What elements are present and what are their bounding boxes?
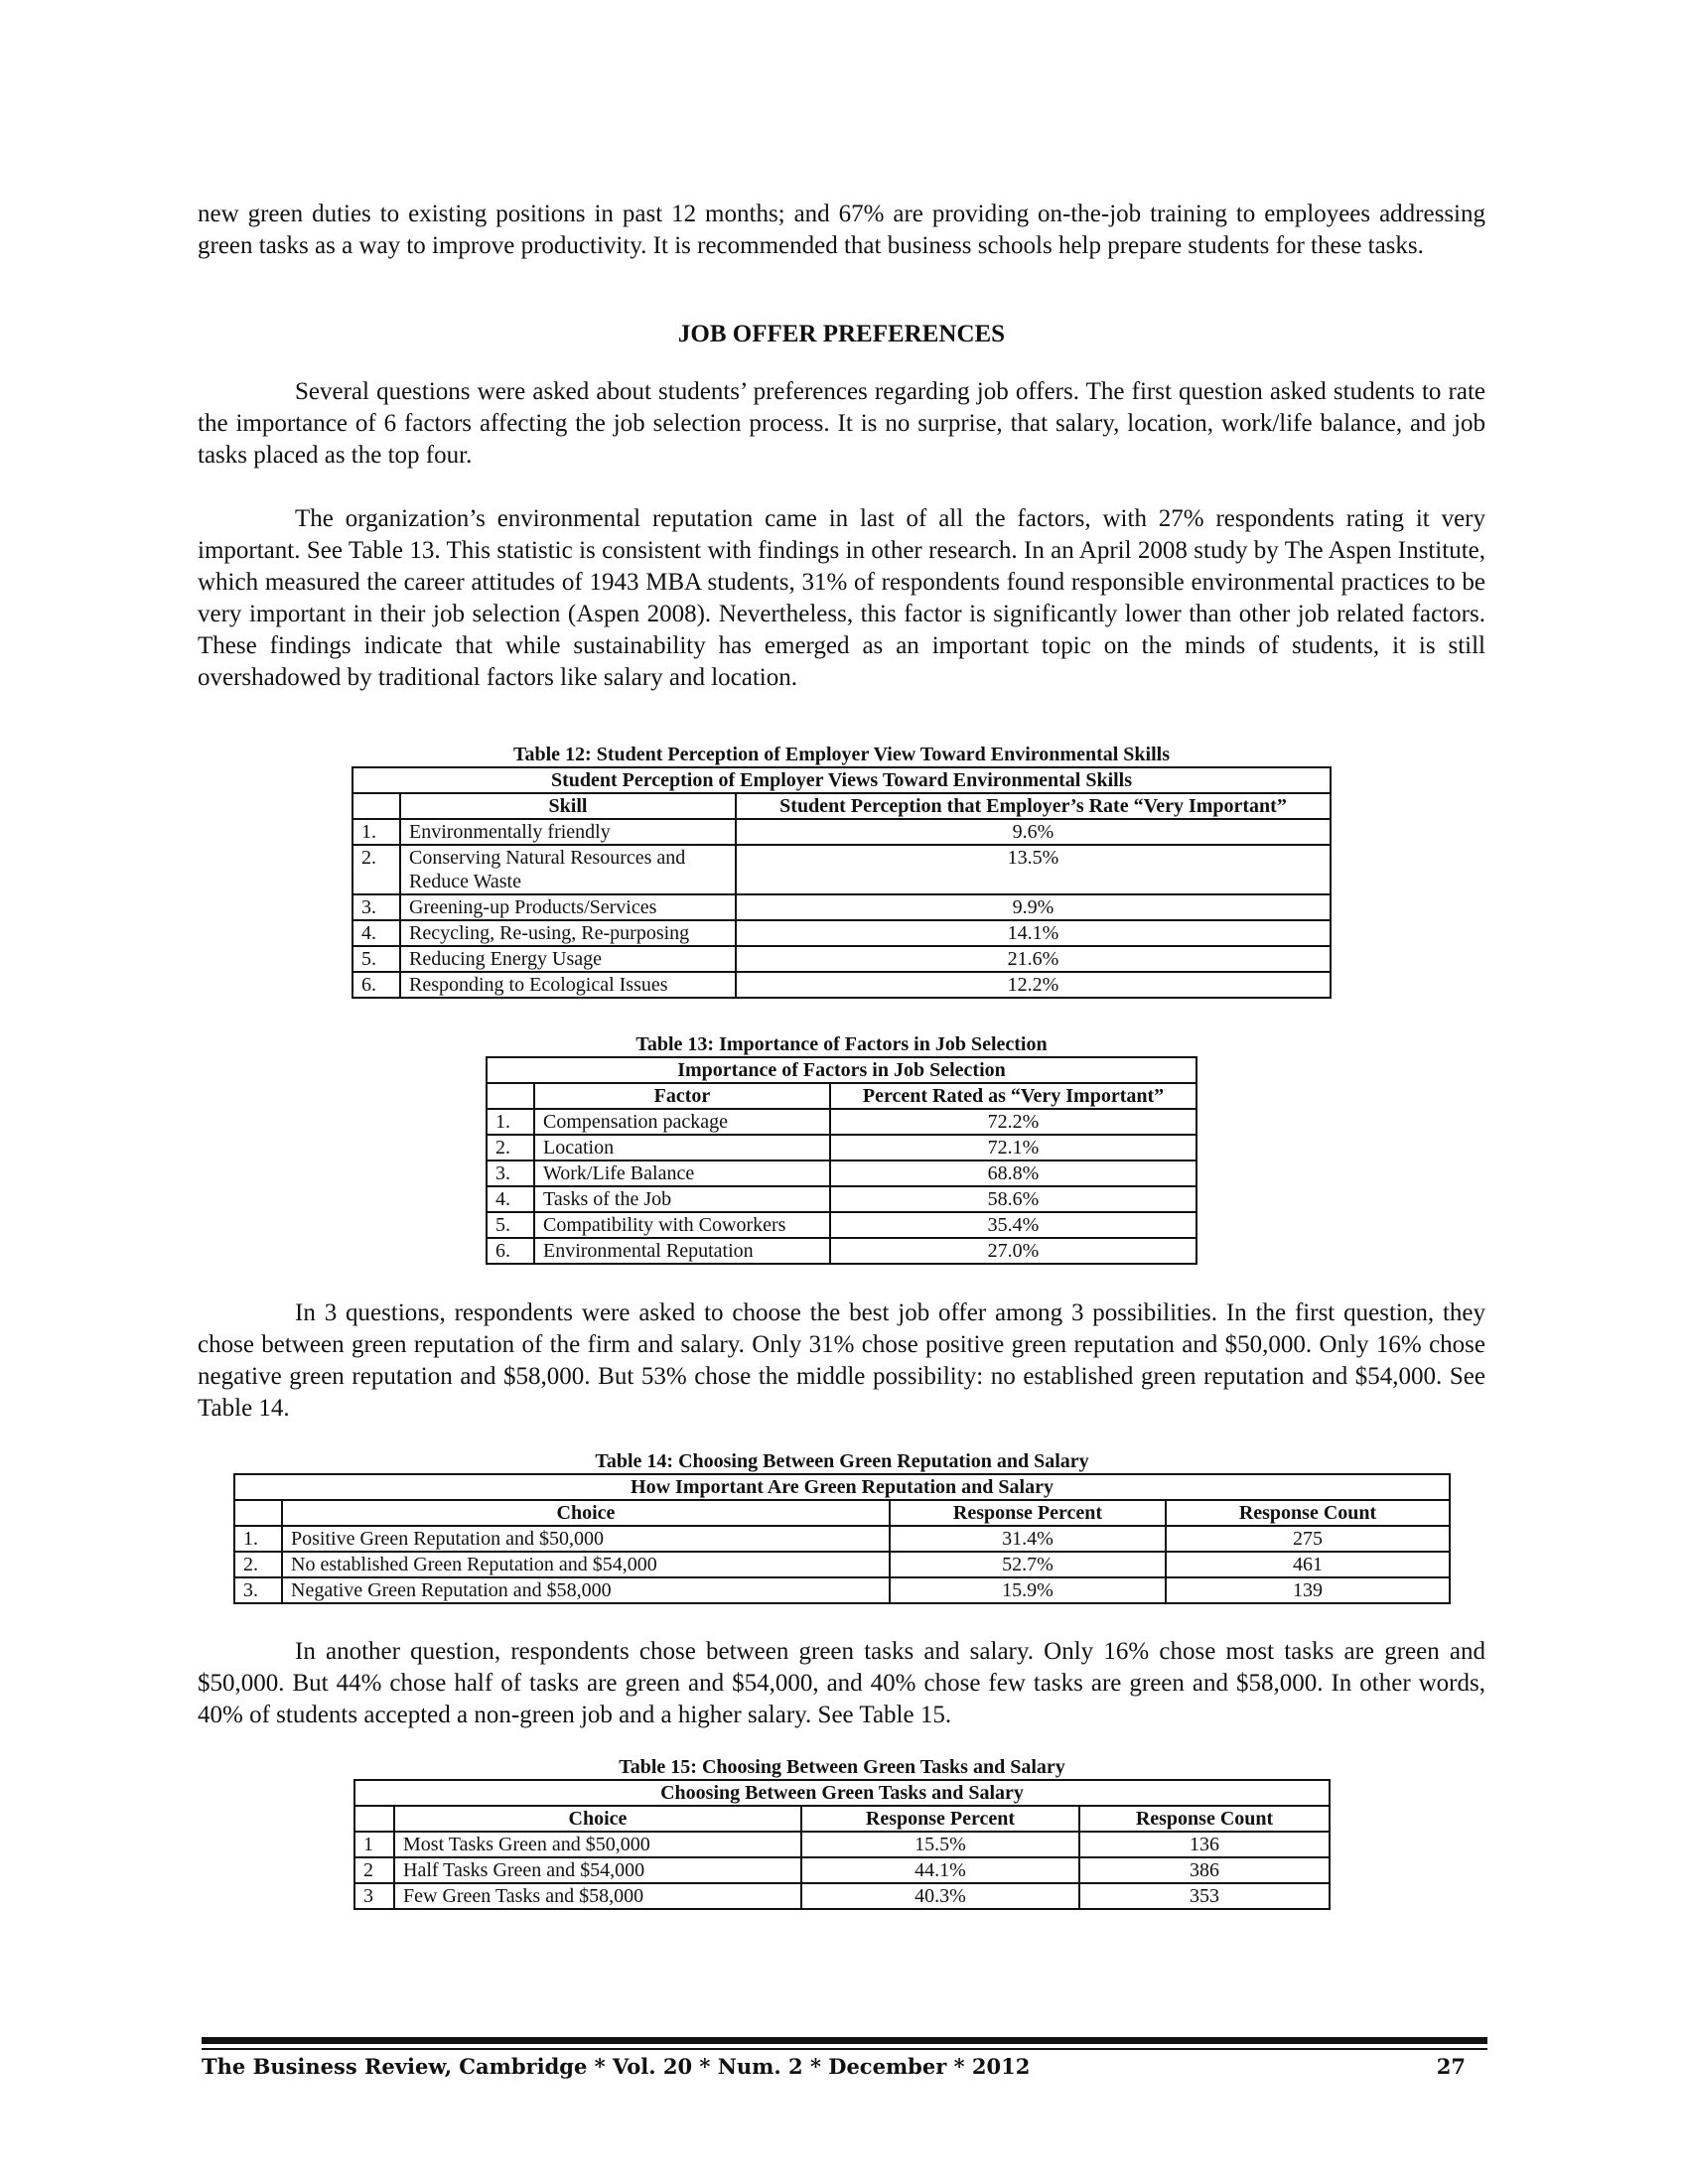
table-row [487, 1109, 1196, 1135]
percent-cell: 9.9% [736, 894, 1331, 920]
header-choice: Choice [282, 1500, 890, 1526]
skill-cell: Responding to Ecological Issues [400, 972, 736, 998]
header-perception: Student Perception that Employer’s Rate “Very Important” [736, 793, 1331, 819]
table-caption: Table 15: Choosing Between Green Tasks and Salary [619, 1756, 1065, 1778]
table-row [487, 1238, 1196, 1264]
row-number: 1. [487, 1109, 534, 1135]
row-number: 3. [234, 1577, 282, 1603]
table-row [352, 946, 1331, 972]
count-cell: 386 [1079, 1857, 1330, 1883]
header-factor: Factor [534, 1083, 830, 1109]
table-row [352, 819, 1331, 845]
data-table [486, 1056, 1197, 1265]
count-cell: 275 [1166, 1526, 1450, 1552]
header-index [352, 793, 400, 819]
header-response-count: Response Count [1166, 1500, 1450, 1526]
table-14 [233, 1449, 1451, 1604]
percent-cell: 21.6% [736, 946, 1331, 972]
choice-cell: Positive Green Reputation and $50,000 [282, 1526, 890, 1552]
table-row [234, 1526, 1450, 1552]
percent-cell: 12.2% [736, 972, 1331, 998]
paragraph-job-offer-intro: Several questions were asked about students’ preferences regarding job offers. The first question asked students to rate the importance of 6 factors affecting the job selection process. It is no surprise, that salary, location, work/life balance, and job tasks placed as the top four. [198, 378, 1485, 469]
row-number: 1. [234, 1526, 282, 1552]
row-number: 2. [234, 1552, 282, 1577]
factor-cell: Compensation package [534, 1109, 830, 1135]
skill-cell: Greening-up Products/Services [400, 894, 736, 920]
choice-cell: Half Tasks Green and $54,000 [394, 1857, 801, 1883]
table-title: Importance of Factors in Job Selection [487, 1057, 1196, 1083]
table-caption: Table 12: Student Perception of Employer View Toward Environmental Skills [512, 744, 1170, 765]
page-number: 27 [1436, 2054, 1466, 2079]
header-response-percent: Response Percent [801, 1806, 1079, 1832]
table-row [354, 1883, 1330, 1909]
row-number: 2 [354, 1857, 394, 1883]
header-response-percent: Response Percent [890, 1500, 1166, 1526]
row-number: 3. [352, 894, 400, 920]
percent-cell: 72.2% [830, 1109, 1196, 1135]
row-number: 3 [354, 1883, 394, 1909]
table-row [487, 1212, 1196, 1238]
row-number: 5. [487, 1212, 534, 1238]
percent-cell: 72.1% [830, 1135, 1196, 1160]
factor-cell: Work/Life Balance [534, 1160, 830, 1186]
factor-cell: Environmental Reputation [534, 1238, 830, 1264]
table-row [352, 972, 1331, 998]
row-number: 2. [352, 845, 400, 894]
table-row [234, 1552, 1450, 1577]
percent-cell: 27.0% [830, 1238, 1196, 1264]
factor-cell: Tasks of the Job [534, 1186, 830, 1212]
data-table [352, 766, 1332, 999]
skill-cell: Environmentally friendly [400, 819, 736, 845]
footer-rule [202, 2037, 1487, 2044]
count-cell: 139 [1166, 1577, 1450, 1603]
header-response-count: Response Count [1079, 1806, 1330, 1832]
table-row [234, 1577, 1450, 1603]
table-row [354, 1832, 1330, 1857]
choice-cell: No established Green Reputation and $54,000 [282, 1552, 890, 1577]
factor-cell: Compatibility with Coworkers [534, 1212, 830, 1238]
percent-cell: 68.8% [830, 1160, 1196, 1186]
percent-cell: 15.9% [890, 1577, 1166, 1603]
table-caption: Table 13: Importance of Factors in Job Selection [635, 1033, 1048, 1055]
table-row [352, 894, 1331, 920]
table-row [487, 1186, 1196, 1212]
row-number: 3. [487, 1160, 534, 1186]
table-caption: Table 14: Choosing Between Green Reputation and Salary [595, 1450, 1089, 1472]
data-table [353, 1779, 1331, 1910]
table-row [354, 1857, 1330, 1883]
header-index [234, 1500, 282, 1526]
paragraph-intro-continued: new green duties to existing positions in past 12 months; and 67% are providing on-the-job training to employees addressing green tasks as a way to improve productivity. It is recommended that business schools help prepare students for these tasks. [198, 201, 1485, 259]
table-title: How Important Are Green Reputation and Salary [234, 1474, 1450, 1500]
table-row [487, 1160, 1196, 1186]
table-title: Choosing Between Green Tasks and Salary [354, 1780, 1330, 1806]
choice-cell: Most Tasks Green and $50,000 [394, 1832, 801, 1857]
factor-cell: Location [534, 1135, 830, 1160]
skill-cell: Conserving Natural Resources and Reduce Waste [400, 845, 736, 894]
paragraph-green-tasks: In another question, respondents chose between green tasks and salary. Only 16% chose most tasks are green and $50,000. But 44% chose half of tasks are green and $54,000, and 40% chose few tasks are green and $58,000. In other words, 40% of students accepted a non-green job and a higher salary. See Table 15. [198, 1638, 1485, 1728]
table-15 [353, 1755, 1331, 1910]
percent-cell: 52.7% [890, 1552, 1166, 1577]
count-cell: 353 [1079, 1883, 1330, 1909]
count-cell: 461 [1166, 1552, 1450, 1577]
paragraph-environmental-reputation: The organization’s environmental reputation came in last of all the factors, with 27% respondents rating it very important. See Table 13. This statistic is consistent with findings in other research. In an April 2008 study by The Aspen Institute, which measured the career attitudes of 1943 MBA students, 31% of respondents found responsible environmental practices to be very important in their job selection (Aspen 2008). Nevertheless, this factor is significantly lower than other job related factors. These findings indicate that while sustainability has emerged as an important topic on the minds of students, it is still overshadowed by traditional factors like salary and location. [198, 505, 1485, 691]
choice-cell: Negative Green Reputation and $58,000 [282, 1577, 890, 1603]
row-number: 1 [354, 1832, 394, 1857]
row-number: 4. [352, 920, 400, 946]
skill-cell: Recycling, Re-using, Re-purposing [400, 920, 736, 946]
footer-rule-thin [202, 2048, 1487, 2050]
header-index [354, 1806, 394, 1832]
row-number: 2. [487, 1135, 534, 1160]
header-percent: Percent Rated as “Very Important” [830, 1083, 1196, 1109]
skill-cell: Reducing Energy Usage [400, 946, 736, 972]
percent-cell: 31.4% [890, 1526, 1166, 1552]
table-title: Student Perception of Employer Views Toward Environmental Skills [352, 767, 1331, 793]
data-table [233, 1473, 1451, 1604]
count-cell: 136 [1079, 1832, 1330, 1857]
header-skill: Skill [400, 793, 736, 819]
table-row [487, 1135, 1196, 1160]
row-number: 5. [352, 946, 400, 972]
percent-cell: 40.3% [801, 1883, 1079, 1909]
percent-cell: 15.5% [801, 1832, 1079, 1857]
table-row [352, 920, 1331, 946]
table-13 [486, 1032, 1197, 1265]
percent-cell: 13.5% [736, 845, 1331, 894]
percent-cell: 14.1% [736, 920, 1331, 946]
footer-journal-citation: The Business Review, Cambridge * Vol. 20 * Num. 2 * December * 2012 [202, 2054, 1031, 2079]
percent-cell: 44.1% [801, 1857, 1079, 1883]
row-number: 6. [352, 972, 400, 998]
percent-cell: 58.6% [830, 1186, 1196, 1212]
percent-cell: 9.6% [736, 819, 1331, 845]
header-choice: Choice [394, 1806, 801, 1832]
table-row [352, 845, 1331, 894]
table-12 [352, 743, 1332, 999]
row-number: 1. [352, 819, 400, 845]
percent-cell: 35.4% [830, 1212, 1196, 1238]
row-number: 4. [487, 1186, 534, 1212]
header-index [487, 1083, 534, 1109]
choice-cell: Few Green Tasks and $58,000 [394, 1883, 801, 1909]
row-number: 6. [487, 1238, 534, 1264]
paragraph-green-reputation: In 3 questions, respondents were asked to choose the best job offer among 3 possibilities. In the first question, they chose between green reputation of the firm and salary. Only 31% chose positive green reputation and $50,000. Only 16% chose negative green reputation and $58,000. But 53% chose the middle possibility: no established green reputation and $54,000. See Table 14. [198, 1299, 1485, 1422]
section-heading: JOB OFFER PREFERENCES [677, 321, 1006, 347]
